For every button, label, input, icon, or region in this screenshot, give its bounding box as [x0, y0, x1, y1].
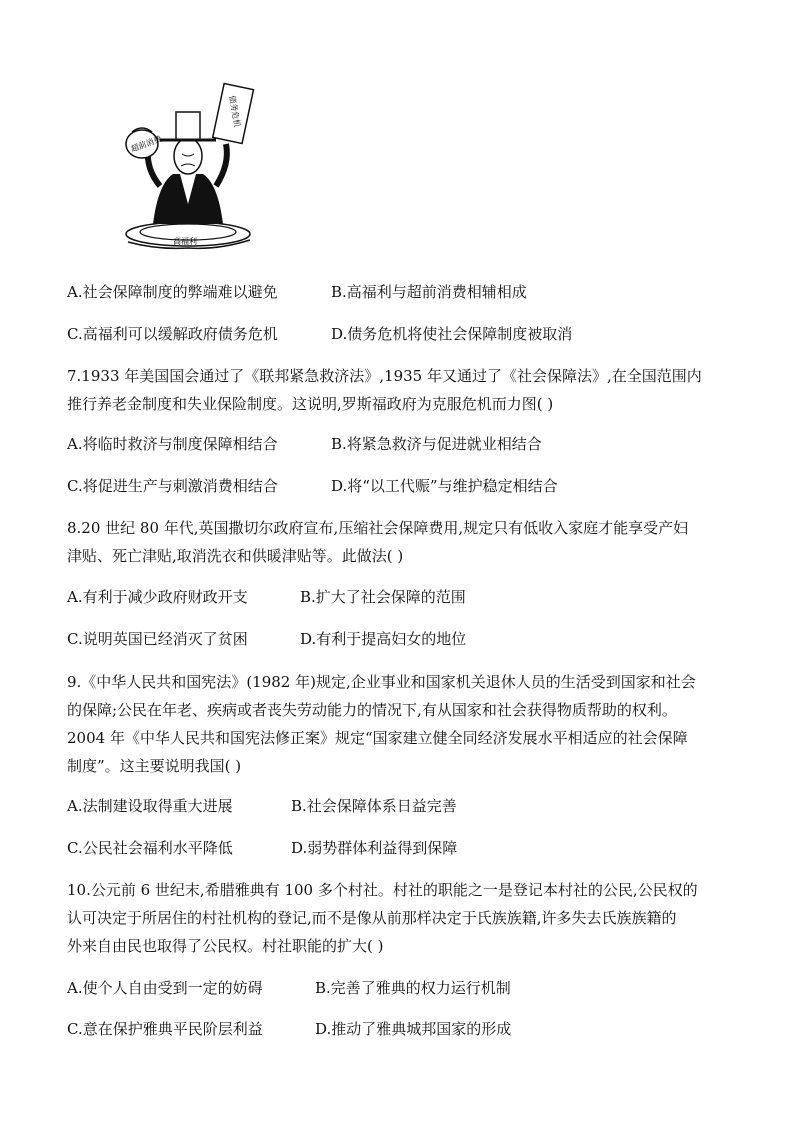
q9-stem-line: 9.《中华人民共和国宪法》(1982 年)规定,企业事业和国家机关退休人员的生活受到国家和社会 [67, 673, 696, 691]
q10-option-d[interactable]: D.推动了雅典城邦国家的形成 [315, 1020, 512, 1038]
q8-option-c[interactable]: C.说明英国已经消灭了贫困 [67, 630, 248, 648]
q8-stem-line: 8.20 世纪 80 年代,英国撒切尔政府宣布,压缩社会保障费用,规定只有低收入家庭才能享受产妇 [67, 519, 689, 537]
q9-option-a[interactable]: A.法制建设取得重大进展 [67, 797, 233, 815]
q8-option-d[interactable]: D.有利于提高妇女的地位 [300, 630, 467, 648]
q9-stem [67, 668, 727, 780]
water-label: 高福利 [173, 237, 197, 246]
q6-option-d[interactable]: D.债务危机将使社会保障制度被取消 [331, 325, 573, 343]
q10-stem-line: 认可决定于所居住的村社机构的登记,而不是像从前那样决定于氏族族籍,许多失去氏族族籍的 [67, 909, 677, 927]
q8-option-a[interactable]: A.有利于减少政府财政开支 [67, 588, 248, 606]
q7-option-b[interactable]: B.将紧急救济与促进就业相结合 [331, 435, 542, 453]
q7-stem-line: 7.1933 年美国国会通过了《联邦紧急救济法》,1935 年又通过了《社会保障法》,在全国范围内 [67, 367, 702, 385]
q7-stem-line: 推行养老金制度和失业保险制度。这说明,罗斯福政府为克服危机而力图( ) [67, 395, 554, 413]
cartoon-illustration [118, 74, 258, 254]
q10-option-c[interactable]: C.意在保护雅典平民阶层利益 [67, 1020, 263, 1038]
q9-option-c[interactable]: C.公民社会福利水平降低 [67, 839, 233, 857]
q6-option-a[interactable]: A.社会保障制度的弊端难以避免 [67, 283, 278, 301]
q8-stem-line: 津贴、死亡津贴,取消洗衣和供暖津贴等。此做法( ) [67, 547, 404, 565]
q10-stem-line: 10.公元前 6 世纪末,希腊雅典有 100 多个村社。村社的职能之一是登记本村社的公民,公民权的 [67, 881, 698, 899]
q7-option-c[interactable]: C.将促进生产与刺激消费相结合 [67, 477, 278, 495]
q6-option-c[interactable]: C.高福利可以缓解政府债务危机 [67, 325, 278, 343]
q7-option-d[interactable]: D.将“以工代赈”与维护稳定相结合 [331, 477, 558, 495]
q9-stem-line: 2004 年《中华人民共和国宪法修正案》规定“国家建立健全同经济发展水平相适应的社会保障 [67, 729, 688, 747]
paper-label: 债务危机 [227, 94, 242, 128]
q8-option-b[interactable]: B.扩大了社会保障的范围 [300, 588, 466, 606]
q10-stem [67, 876, 727, 960]
q7-option-a[interactable]: A.将临时救济与制度保障相结合 [67, 435, 278, 453]
q9-stem-line: 制度”。这主要说明我国( ) [67, 757, 242, 775]
q6-option-b[interactable]: B.高福利与超前消费相辅相成 [331, 283, 527, 301]
q10-option-b[interactable]: B.完善了雅典的权力运行机制 [315, 979, 511, 997]
q10-stem-line: 外来自由民也取得了公民权。村社职能的扩大( ) [67, 937, 384, 955]
q10-option-a[interactable]: A.使个人自由受到一定的妨碍 [67, 979, 263, 997]
q9-stem-line: 的保障;公民在年老、疾病或者丧失劳动能力的情况下,有从国家和社会获得物质帮助的权利。 [67, 701, 677, 719]
bag-label: 超前消费 [129, 134, 163, 154]
q9-option-b[interactable]: B.社会保障体系日益完善 [291, 797, 457, 815]
q8-stem [67, 514, 727, 570]
q7-stem [67, 362, 727, 418]
q9-option-d[interactable]: D.弱势群体利益得到保障 [291, 839, 458, 857]
